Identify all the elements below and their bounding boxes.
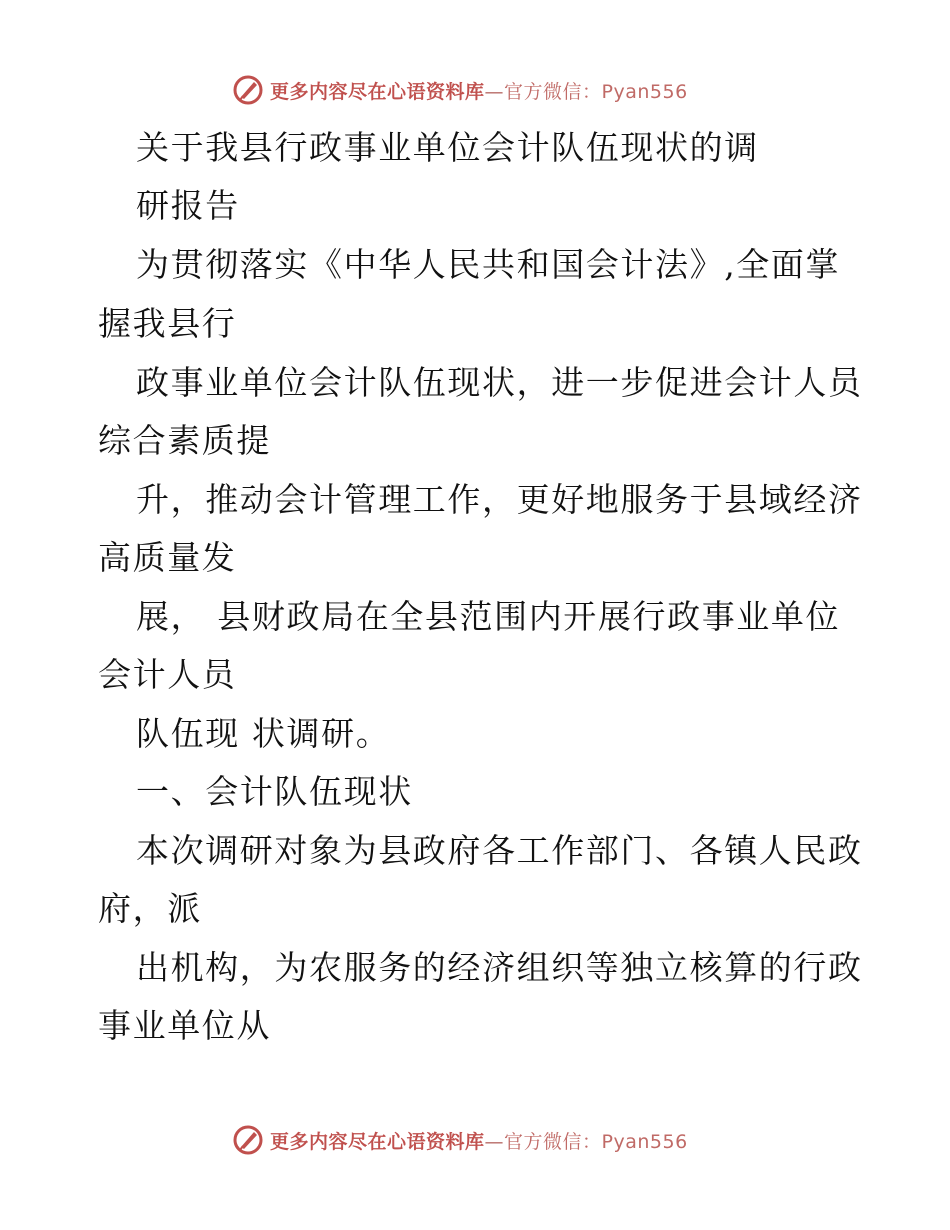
watermark-contact-id: Pyan556 (601, 1130, 688, 1153)
paragraph-line: 会计人员 (98, 655, 237, 694)
watermark-contact-id: Pyan556 (601, 80, 688, 103)
paragraph-line: 府，派 (98, 889, 202, 928)
header-watermark-banner (232, 72, 688, 108)
paragraph-line: 展， 县财政局在全县范围内开展行政事业单位 (136, 597, 841, 636)
title-line-2: 研报告 (136, 186, 240, 225)
quill-pen-logo-icon (232, 1124, 264, 1156)
paragraph-line: 出机构，为农服务的经济组织等独立核算的行政 (136, 948, 863, 987)
paragraph-line: 综合素质提 (98, 421, 271, 460)
watermark-contact-label: 官方微信： (504, 80, 602, 103)
paragraph-line: 本次调研对象为县政府各工作部门、各镇人民政 (136, 831, 863, 870)
watermark-dash: — (484, 80, 505, 103)
paragraph-line: 升，推动会计管理工作，更好地服务于县域经济 (136, 480, 863, 519)
paragraph-line: 为贯彻落实《中华人民共和国会计法》,全面掌 (136, 245, 841, 284)
watermark-dash: — (484, 1130, 505, 1153)
title-line-1: 关于我县行政事业单位会计队伍现状的调 (136, 128, 759, 167)
footer-watermark-banner (232, 1122, 688, 1158)
paragraph-line: 事业单位从 (98, 1006, 271, 1045)
paragraph-line: 队伍现 状调研。 (136, 714, 391, 753)
watermark-text (270, 77, 688, 104)
watermark-brand: 更多内容尽在心语资料库 (270, 1130, 485, 1153)
watermark-text (270, 1127, 688, 1154)
watermark-brand: 更多内容尽在心语资料库 (270, 80, 485, 103)
paragraph-line: 政事业单位会计队伍现状，进一步促进会计人员 (136, 363, 863, 402)
watermark-contact-label: 官方微信： (504, 1130, 602, 1153)
section-heading: 一、会计队伍现状 (136, 772, 413, 811)
quill-pen-logo-icon (232, 74, 264, 106)
paragraph-line: 高质量发 (98, 538, 237, 577)
paragraph-line: 握我县行 (98, 304, 237, 343)
